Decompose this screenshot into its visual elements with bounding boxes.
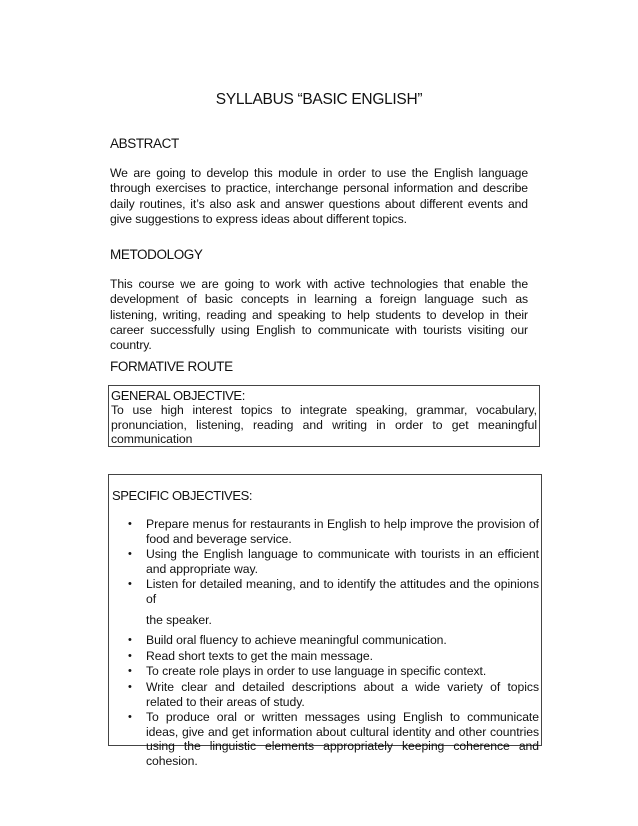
- list-item: [109, 710, 539, 768]
- list-item: [109, 633, 539, 648]
- bullet-icon: •: [128, 649, 132, 662]
- bullet-icon: •: [128, 518, 132, 530]
- bullet-icon: •: [128, 665, 132, 678]
- bullet-icon: •: [128, 578, 132, 591]
- list-item: [109, 680, 539, 709]
- list-item-text: Write clear and detailed descriptions about a wide variety of topics related to their areas of study.: [146, 679, 539, 709]
- general-objective-heading: GENERAL OBJECTIVE:: [111, 388, 245, 403]
- specific-objectives-box: [108, 474, 542, 768]
- bullet-icon: •: [128, 634, 132, 647]
- list-item-text: Prepare menus for restaurants in English to help improve the provision of food and beverage service.: [146, 517, 539, 546]
- list-item-text: To create role plays in order to use language in specific context.: [146, 664, 487, 679]
- formative-route-heading: FORMATIVE ROUTE: [110, 359, 233, 374]
- abstract-paragraph: We are going to develop this module in order to use the English language through exercises to practice, interchange personal information and describe daily routines, it’s also ask and answer questions about different events and give suggestions to express ideas about different topics.: [110, 166, 528, 226]
- methodology-heading: METODOLOGY: [110, 247, 203, 262]
- bullet-icon: •: [128, 680, 132, 693]
- bullet-icon: •: [128, 548, 132, 561]
- general-objective-text: To use high interest topics to integrate speaking, grammar, vocabulary, pronunciation, listening, reading and writing in order to get meaningful communication: [111, 403, 537, 446]
- specific-objectives-list: [109, 517, 539, 770]
- specific-objectives-heading: SPECIFIC OBJECTIVES:: [112, 488, 253, 503]
- list-item-continuation: the speaker.: [146, 612, 212, 627]
- document-title: SYLLABUS “BASIC ENGLISH”: [215, 91, 423, 108]
- list-item-text: Listen for detailed meaning, and to identify the attitudes and the opinions of: [146, 577, 539, 606]
- general-objective-box: [108, 385, 540, 447]
- list-item: [109, 547, 539, 576]
- list-item-text: Build oral fluency to achieve meaningful communication.: [146, 633, 447, 648]
- list-item: [109, 577, 539, 627]
- list-item-text: Read short texts to get the main message.: [146, 648, 373, 663]
- list-item: [109, 649, 539, 664]
- bullet-icon: •: [128, 711, 132, 724]
- list-item-text: To produce oral or written messages using English to communicate ideas, give and get information about cultural identity and other countries using the linguistic elements appropriately keeping coherence and cohesion.: [146, 710, 539, 768]
- methodology-paragraph: This course we are going to work with active technologies that enable the development of basic concepts in learning a foreign language such as listening, writing, reading and speaking to help students to develop in their career successfully using English to communicate with tourists visiting our country.: [110, 277, 528, 353]
- list-item: [109, 664, 539, 679]
- list-item: [109, 517, 539, 546]
- abstract-heading: ABSTRACT: [110, 136, 179, 151]
- list-item-text: Using the English language to communicate with tourists in an efficient and appropriate way.: [146, 547, 539, 576]
